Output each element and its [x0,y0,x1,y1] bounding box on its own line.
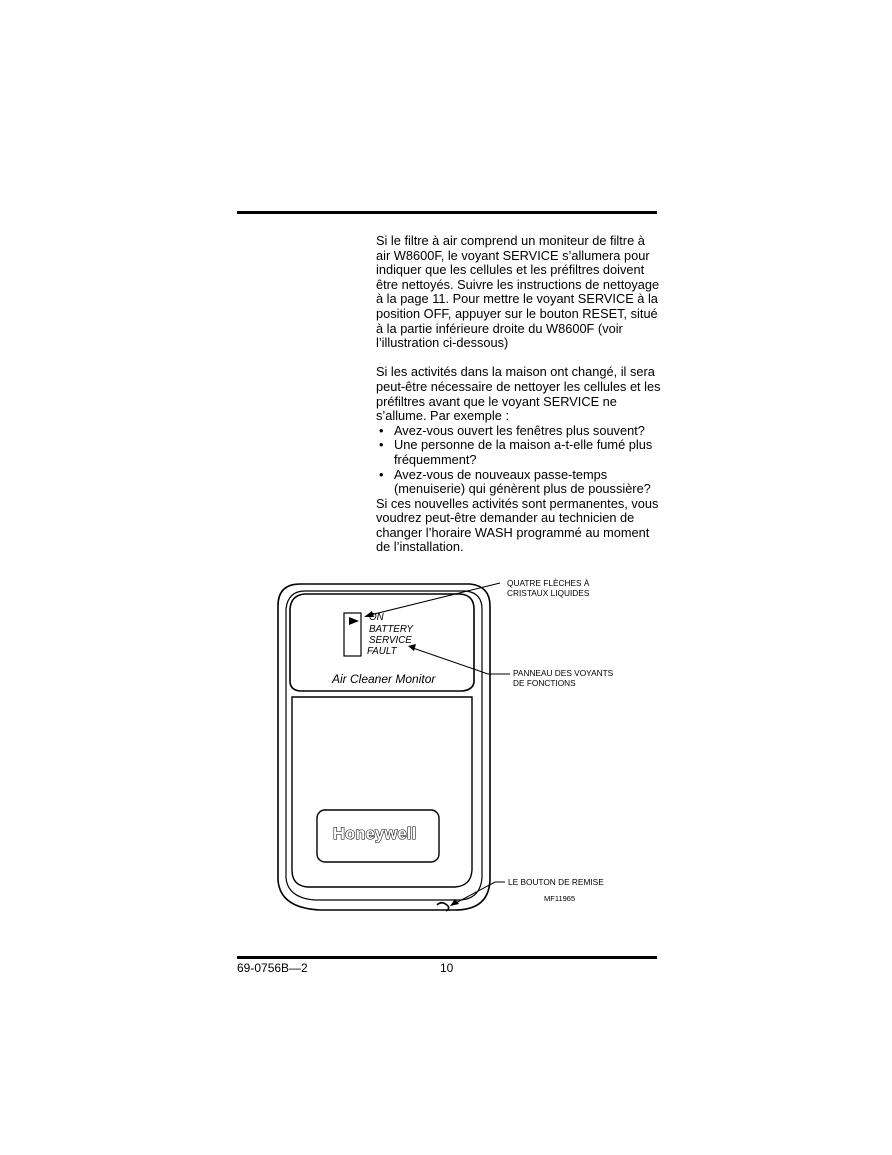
callout-reset-button: LE BOUTON DE REMISE [508,877,604,887]
indicator-label-battery: BATTERY [369,624,414,635]
honeywell-logo: Honeywell [333,825,417,843]
callout-line-panel [410,647,510,674]
page-number: 10 [440,961,454,975]
indicator-label-on: ON [369,612,384,623]
callout-lcd-arrows: QUATRE FLÈCHES À CRISTAUX LIQUIDES [507,578,590,599]
list-item: • Avez-vous de nouveaux passe-temps (menuiserie) qui génèrent plus de poussière? [376,468,661,497]
figure-id: MF11965 [544,894,576,903]
bottom-rule [237,956,657,959]
callout-line-reset [452,882,505,905]
lcd-arrow-icon [349,617,359,625]
device-title: Air Cleaner Monitor [332,672,436,686]
paragraph-activities: Si les activités dans la maison ont changé, il sera peut-être nécessaire de nettoyer les cellules et les préfiltres avant que le voyant SERVICE ne s’allume. Par exemple : [376,364,661,424]
indicator-label-fault: FAULT [367,646,397,657]
document-number: 69-0756B—2 [237,961,308,975]
paragraph-filter-monitor: Si le filtre à air comprend un moniteur de filtre à air W8600F, le voyant SERVICE s’allumera pour indiquer que les cellules et les préfiltres doivent être nettoyés. Suivre les instructions de nettoyage à la page 11. Pour mettre le voyant SERVICE à la position OFF, appuyer sur le bouton RESET, situé à la partie inférieure droite du W8600F (voir l’illustration ci-dessous) [376,233,660,351]
paragraph-permanent-changes: Si ces nouvelles activités sont permanentes, vous voudrez peut-être demander au technicien de changer l’horaire WASH programmé au moment de l’installation. [376,495,659,555]
indicator-label-service: SERVICE [369,635,412,646]
callout-indicator-panel: PANNEAU DES VOYANTS DE FONCTIONS [513,668,614,689]
list-item: • Une personne de la maison a-t-elle fumé plus fréquemment? [376,438,661,467]
list-item: • Avez-vous ouvert les fenêtres plus souvent? [376,424,661,439]
